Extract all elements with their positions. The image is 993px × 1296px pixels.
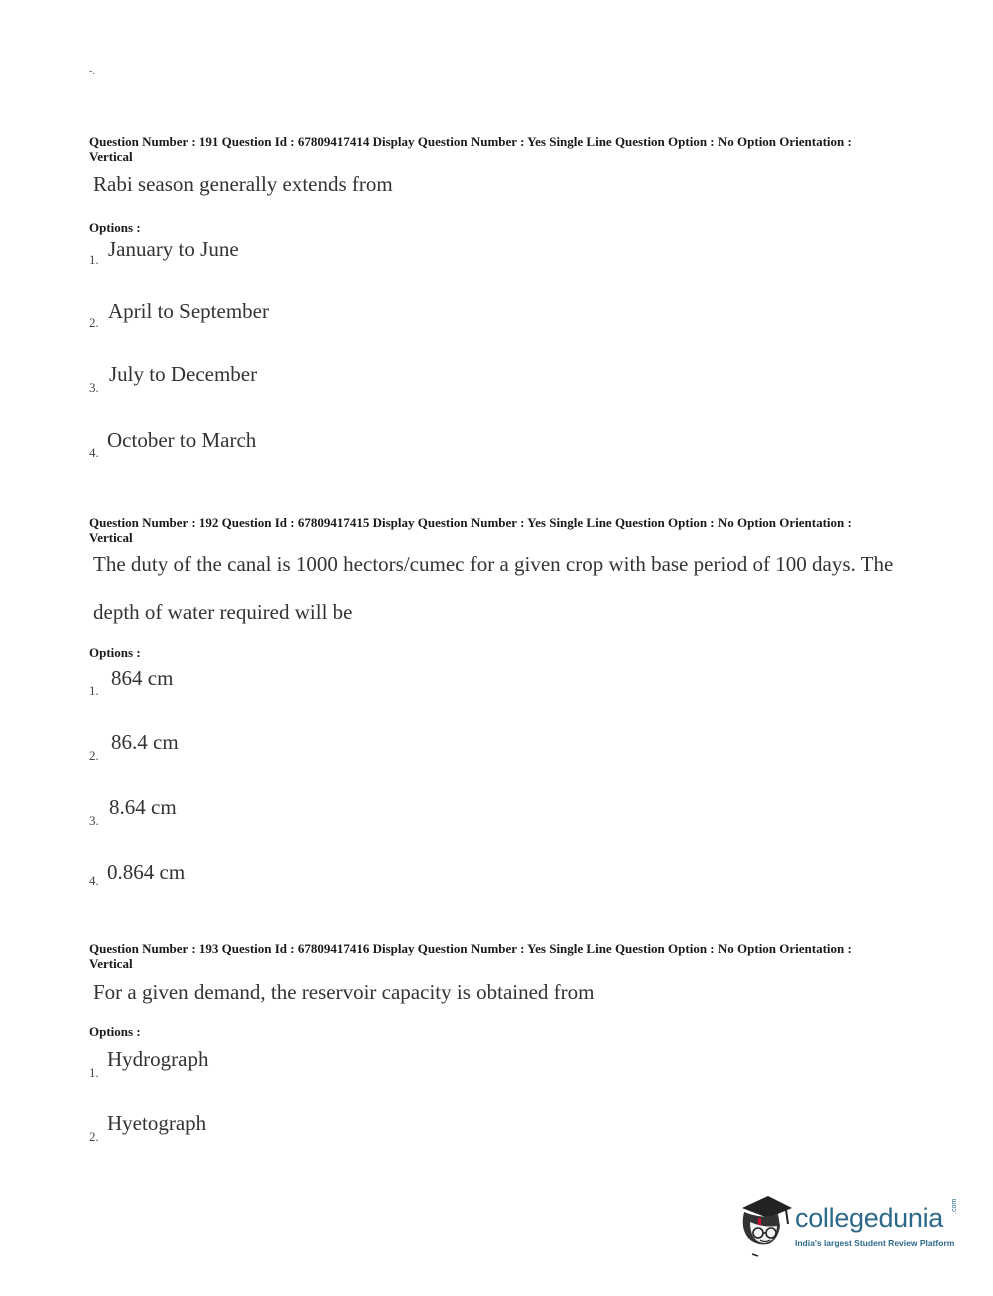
graduate-mascot-icon — [734, 1188, 794, 1258]
option-text: Hydrograph — [107, 1047, 209, 1071]
option-number: 3. — [89, 380, 99, 395]
question-text-line-2: depth of water required will be — [93, 600, 353, 624]
option-number: 2. — [89, 748, 99, 763]
question-meta: Question Number : 191 Question Id : 67809417414 Display Question Number : Yes Single Line Question Option : No Option Orientation : Vertical — [89, 134, 852, 164]
option-number: 4. — [89, 445, 99, 460]
question-text: Rabi season generally extends from — [93, 172, 393, 196]
option-text: 0.864 cm — [107, 860, 186, 884]
options-label: Options : — [89, 645, 141, 660]
option-text: 864 cm — [111, 666, 174, 690]
option-text: Hyetograph — [107, 1111, 207, 1135]
options-label: Options : — [89, 220, 141, 235]
option-number: 2. — [89, 315, 99, 330]
question-meta: Question Number : 192 Question Id : 67809417415 Display Question Number : Yes Single Line Question Option : No Option Orientation : Vertical — [89, 515, 852, 545]
option-text: July to December — [109, 362, 258, 386]
option-number: 2. — [89, 1129, 99, 1144]
option-text: October to March — [107, 428, 257, 452]
logo-wordmark: collegedunia — [795, 1203, 944, 1233]
question-meta: Question Number : 193 Question Id : 67809417416 Display Question Number : Yes Single Line Question Option : No Option Orientation : Vertical — [89, 941, 852, 971]
question-text: For a given demand, the reservoir capacity is obtained from — [93, 980, 595, 1004]
logo-suffix: .com — [951, 1198, 958, 1214]
option-number: 1. — [89, 252, 99, 267]
option-number: 1. — [89, 1065, 99, 1080]
options-label: Options : — [89, 1024, 141, 1039]
option-text: April to September — [108, 299, 269, 323]
stray-mark: -. — [89, 66, 95, 77]
option-number: 1. — [89, 683, 99, 698]
option-text: 8.64 cm — [109, 795, 177, 819]
option-text: 86.4 cm — [111, 730, 179, 754]
option-text: January to June — [108, 237, 239, 261]
option-number: 4. — [89, 873, 99, 888]
logo-tagline: India's largest Student Review Platform — [795, 1238, 955, 1248]
option-number: 3. — [89, 813, 99, 828]
question-text-line-1: The duty of the canal is 1000 hectors/cumec for a given crop with base period of 100 days. The — [93, 552, 894, 576]
